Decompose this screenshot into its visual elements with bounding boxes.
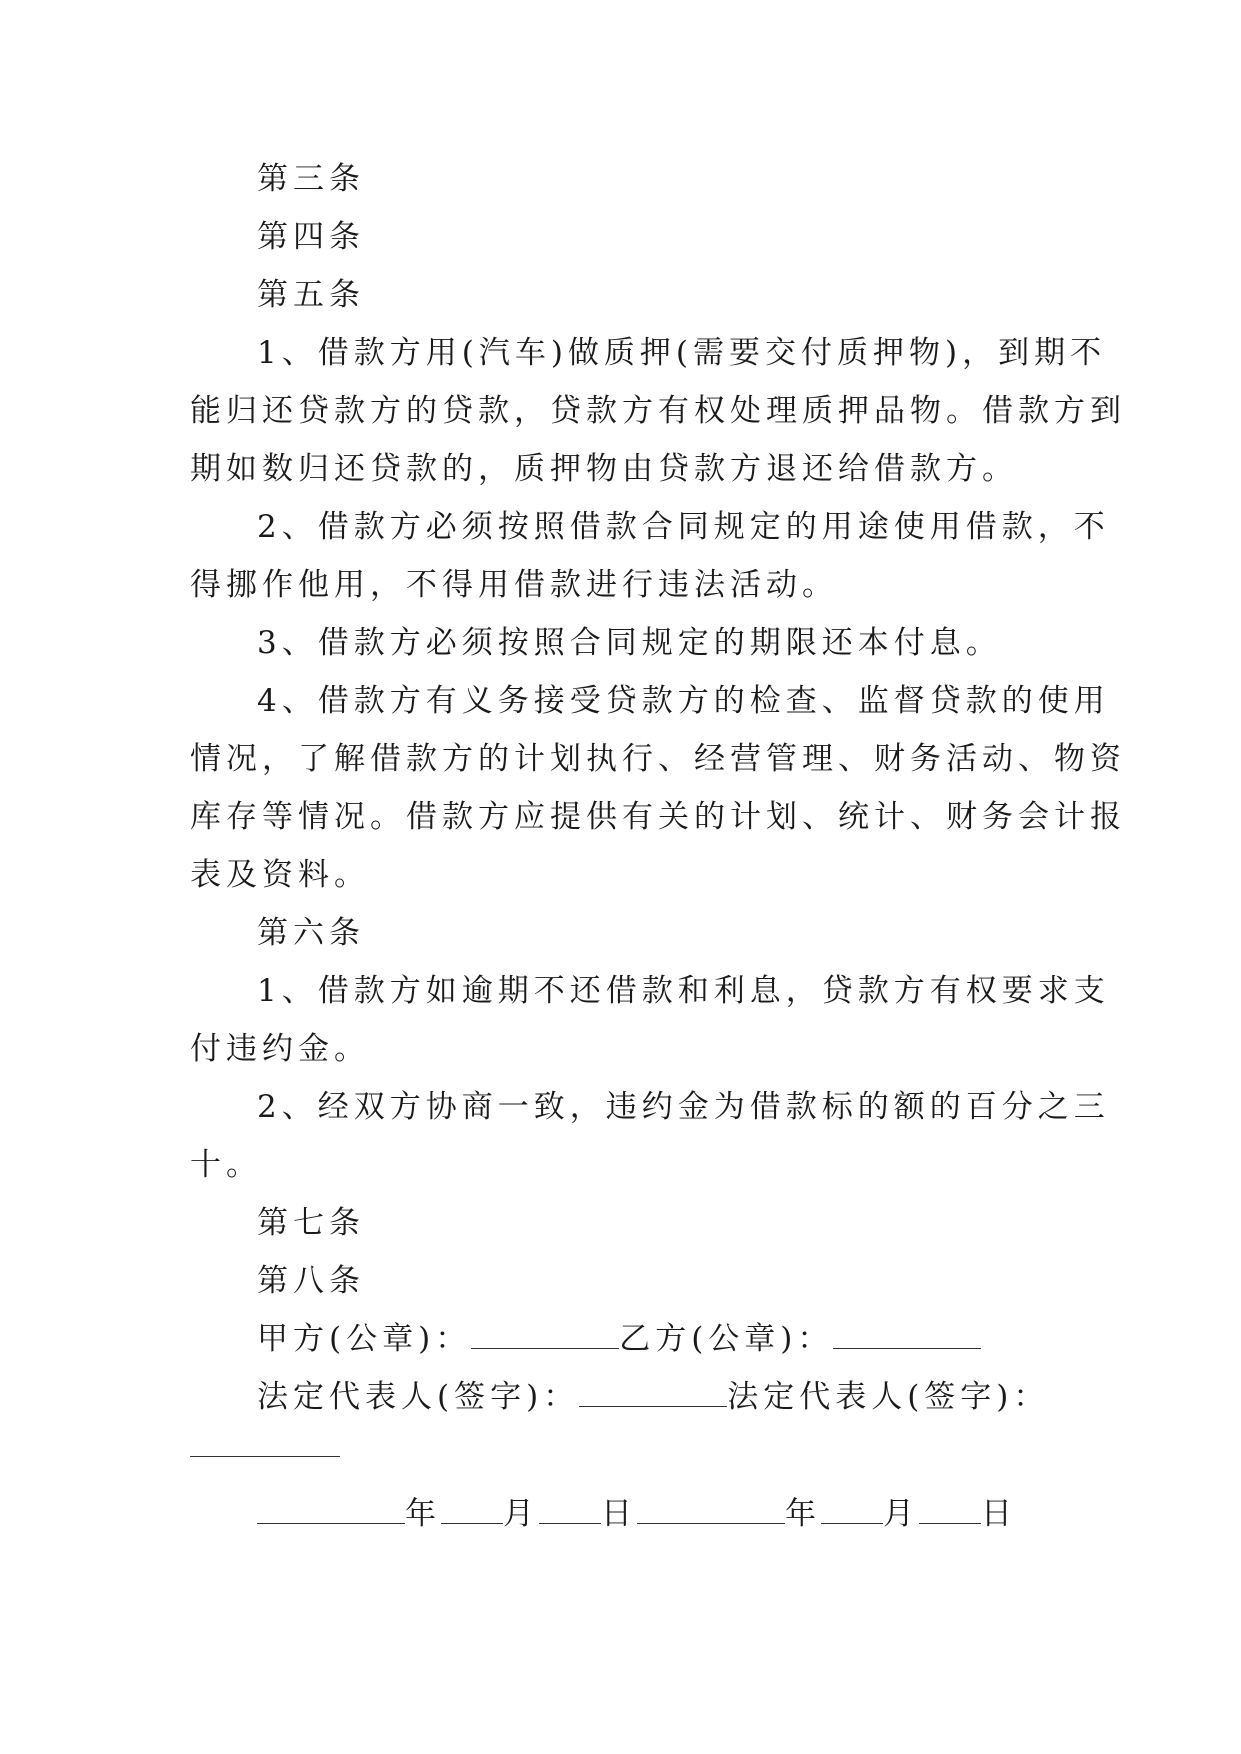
party-a-seal-label: 甲方(公章)：: [257, 1321, 472, 1357]
article-7-line: 第七条: [257, 1205, 365, 1241]
date-b-day-label: 日: [981, 1496, 1017, 1532]
date-b-year-label: 年: [785, 1496, 821, 1532]
a5-item-2-line: 2、借款方必须按照借款合同规定的用途使用借款，不: [257, 509, 1110, 545]
party-b-seal-blank: [833, 1322, 981, 1349]
a6-item-2-line: 十。: [190, 1147, 262, 1183]
date-b-month-label: 月: [883, 1496, 919, 1532]
date-a-day-blank: [539, 1497, 601, 1524]
contract-body: [190, 150, 1126, 1310]
date-b-year-blank: [637, 1497, 785, 1524]
legal-rep-a-blank: [579, 1380, 727, 1407]
a6-item-1-line: 1、借款方如逾期不还借款和利息，贷款方有权要求支: [257, 973, 1110, 1009]
legal-rep-row: [190, 1368, 1050, 1426]
party-b-seal-label: 乙方(公章)：: [619, 1321, 834, 1357]
a5-item-4-line: 表及资料。: [190, 857, 370, 893]
article-5-line: 第五条: [257, 277, 365, 313]
a5-item-1-line: 1、借款方用(汽车)做质押(需要交付质押物)，到期不: [257, 335, 1107, 371]
legal-rep-b-blank: [190, 1426, 340, 1457]
legal-rep-a-label: 法定代表人(签字)：: [257, 1379, 580, 1415]
a5-item-3-line: 3、借款方必须按照合同规定的期限还本付息。: [257, 625, 1002, 661]
a5-item-1-line: 期如数归还贷款的，质押物由贷款方退还给借款方。: [190, 451, 1018, 487]
a5-item-4-line: 情况，了解借款方的计划执行、经营管理、财务活动、物资: [190, 741, 1126, 777]
article-4-line: 第四条: [257, 219, 365, 255]
a5-item-4-line: 4、借款方有义务接受贷款方的检查、监督贷款的使用: [257, 683, 1110, 719]
date-a-day-label: 日: [601, 1496, 637, 1532]
date-a-month-blank: [441, 1497, 503, 1524]
party-a-seal-blank: [471, 1322, 619, 1349]
date-a-month-label: 月: [503, 1496, 539, 1532]
date-b-day-blank: [919, 1497, 981, 1524]
a6-item-1-line: 付违约金。: [190, 1031, 370, 1067]
a6-item-2-line: 2、经双方协商一致，违约金为借款标的额的百分之三: [257, 1089, 1110, 1125]
article-6-line: 第六条: [257, 915, 365, 951]
article-3-line: 第三条: [257, 161, 365, 197]
date-a-year-label: 年: [405, 1496, 441, 1532]
article-8-line: 第八条: [257, 1263, 365, 1299]
a5-item-4-line: 库存等情况。借款方应提供有关的计划、统计、财务会计报: [190, 799, 1126, 835]
a5-item-1-line: 能归还贷款方的贷款，贷款方有权处理质押品物。借款方到: [190, 393, 1126, 429]
date-b-month-blank: [821, 1497, 883, 1524]
party-seal-row: [190, 1310, 1050, 1368]
document-page: [190, 150, 1126, 1543]
a5-item-2-line: 得挪作他用，不得用借款进行违法活动。: [190, 567, 838, 603]
date-a-year-blank: [257, 1497, 405, 1524]
date-row: [190, 1485, 1050, 1543]
legal-rep-b-label: 法定代表人(签字)：: [727, 1379, 1050, 1415]
